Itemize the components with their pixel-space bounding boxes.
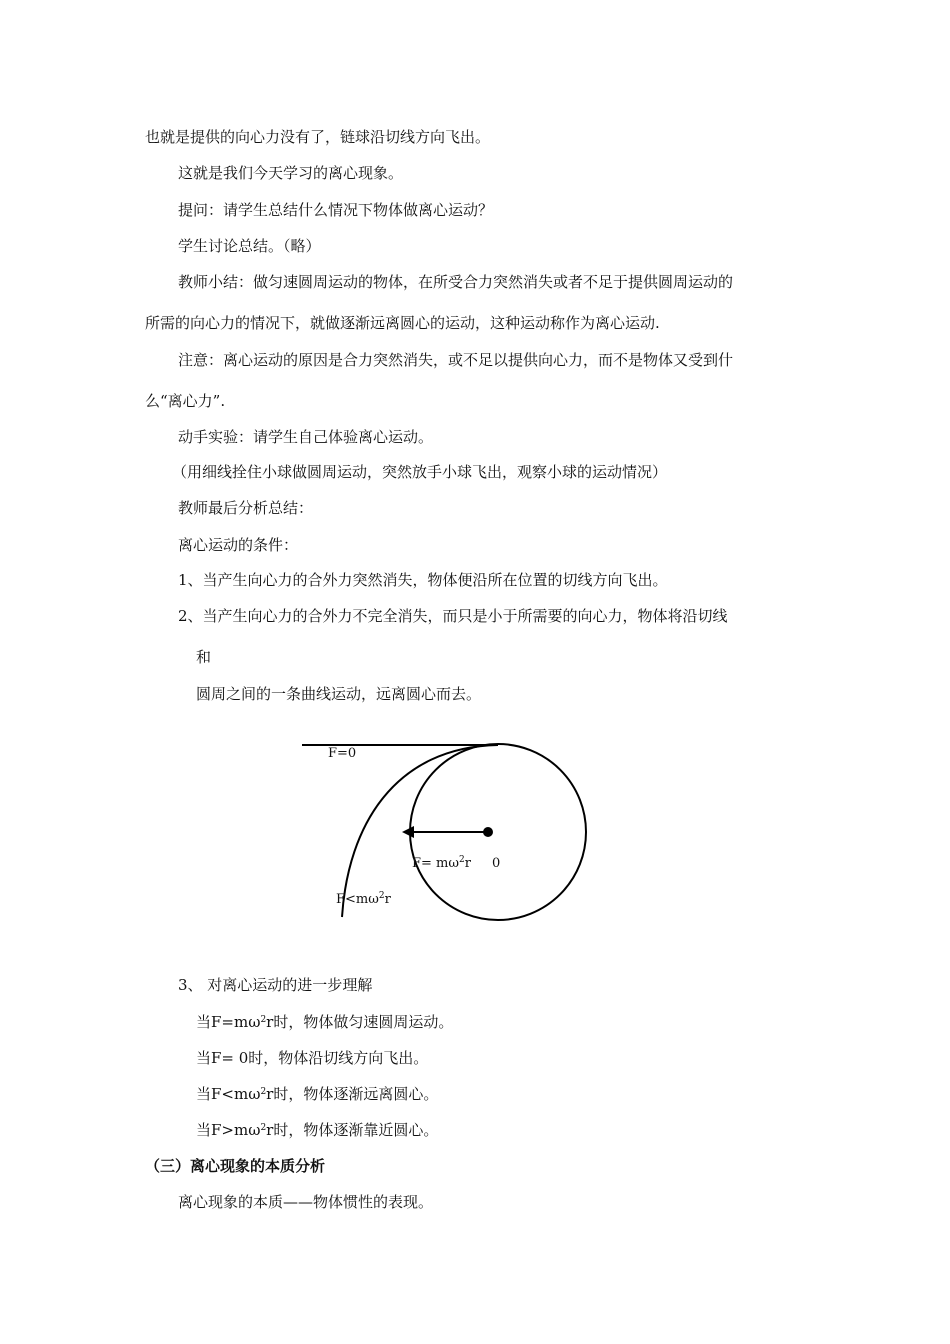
final-paragraph: 离心现象的本质——物体惯性的表现。 <box>178 1193 434 1211</box>
section3-heading: 3、 对离心运动的进一步理解 <box>178 976 373 994</box>
paragraph-2: 这就是我们今天学习的离心现象。 <box>178 164 404 182</box>
section-title: （三）离心现象的本质分析 <box>145 1157 326 1175</box>
label-center: 0 <box>492 856 501 871</box>
paragraph-13: 1、当产生向心力的合外力突然消失，物体便沿所在位置的切线方向飞出。 <box>178 571 668 589</box>
paragraph-11: 教师最后分析总结： <box>178 499 314 517</box>
paragraph-9: 动手实验：请学生自己体验离心运动。 <box>178 428 434 446</box>
label-f-equal: $F= m\omega^2r$ <box>412 855 471 871</box>
paragraph-6: 所需的向心力的情况下，就做逐渐远离圆心的运动，这种运动称作为离心运动. <box>145 314 660 332</box>
center-point <box>483 827 493 837</box>
case-zero: 当F= 0时，物体沿切线方向飞出。 <box>196 1049 429 1067</box>
label-f-less: $F<m\omega^2r$ <box>336 891 391 907</box>
case-greater: 当$F>m\omega^2r$时，物体逐渐靠近圆心。 <box>196 1121 439 1139</box>
paragraph-14: 2、当产生向心力的合外力不完全消失，而只是小于所需要的向心力，物体将沿切线 <box>178 607 728 625</box>
paragraph-3: 提问：请学生总结什么情况下物体做离心运动？ <box>178 201 494 219</box>
paragraph-1: 也就是提供的向心力没有了，链球沿切线方向飞出。 <box>145 128 491 146</box>
paragraph-7: 注意：离心运动的原因是合力突然消失，或不足以提供向心力，而不是物体又受到什 <box>178 351 734 369</box>
paragraph-16: 圆周之间的一条曲线运动，远离圆心而去。 <box>196 685 482 703</box>
paragraph-10: （用细线拴住小球做圆周运动，突然放手小球飞出，观察小球的运动情况） <box>172 463 668 481</box>
case-equal: 当$F=m\omega^2r$时，物体做匀速圆周运动。 <box>196 1013 454 1031</box>
paragraph-4: 学生讨论总结。（略） <box>178 237 321 255</box>
paragraph-8: 么“离心力”. <box>145 392 226 410</box>
case-less: 当$F<m\omega^2r$时，物体逐渐远离圆心。 <box>196 1085 439 1103</box>
centrifugal-diagram <box>290 735 610 935</box>
paragraph-15: 和 <box>196 648 212 666</box>
label-f-zero: F=0 <box>328 746 357 761</box>
paragraph-5: 教师小结：做匀速圆周运动的物体，在所受合力突然消失或者不足于提供圆周运动的 <box>178 273 734 291</box>
paragraph-12: 离心运动的条件： <box>178 536 299 554</box>
force-arrowhead <box>402 826 414 838</box>
